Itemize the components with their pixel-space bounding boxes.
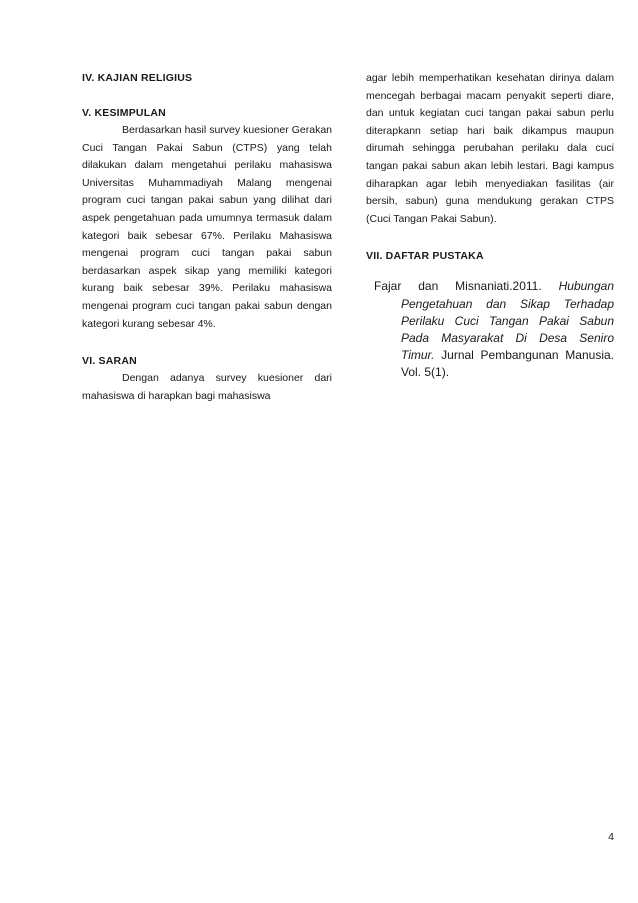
reference-journal: Jurnal Pembangunan Manusia. Vol. 5(1). [401,348,614,380]
reference-list [374,278,614,381]
reference-authors: Fajar dan Misnaniati.2011. [374,279,542,294]
right-column [366,70,614,382]
kesimpulan-paragraph: Berdasarkan hasil survey kuesioner Gerakan Cuci Tangan Pakai Sabun (CTPS) yang telah dilakukan dalam mengetahui perilaku mahasiswa Universitas Muhammadiyah Malang mengenai program cuci tangan pakai sabun yang dilihat dari aspek pengetahuan pada umumnya termasuk dalam kategori baik sebesar 67%. Perilaku Mahasiswa mengenai program cuci tangan pakai sabun berdasarkan aspek sikap yang memiliki kategori kurang baik sebesar 39%. Perilaku mahasiswa mengenai program cuci tangan pakai sabun dengan kategori kurang sebesar 4%. [82,124,332,330]
left-column [82,70,332,405]
reference-entry [374,278,614,381]
saran-paragraph-start: Dengan adanya survey kuesioner dari mahasiswa di harapkan bagi mahasiswa [82,372,332,402]
section-heading-kajian-religius: IV. KAJIAN RELIGIUS [82,72,193,84]
section-heading-kesimpulan: V. KESIMPULAN [82,107,166,119]
page-number: 4 [608,831,614,843]
section-heading-daftar-pustaka: VII. DAFTAR PUSTAKA [366,250,484,263]
saran-paragraph-continued: agar lebih memperhatikan kesehatan dirinya dalam mencegah berbagai macam penyakit seperti diare, dan untuk kegiatan cuci tangan pakai sabun perlu diterapkann setiap hari baik dikampus maupun dirumah sehingga perubahan perilaku dala cuci tangan pakai sabun akan lebih lestari. Bagi kampus diharapkan agar lebih menyediakan fasilitas (air bersih, sabun) guna mendukung gerakan CTPS (Cuci Tangan Pakai Sabun). [366,72,614,225]
section-heading-saran: VI. SARAN [82,355,137,368]
reference-title: Hubungan Pengetahuan dan Sikap Terhadap Perilaku Cuci Tangan Pakai Sabun Pada Masyarakat Di Desa Seniro Timur. [401,279,614,363]
